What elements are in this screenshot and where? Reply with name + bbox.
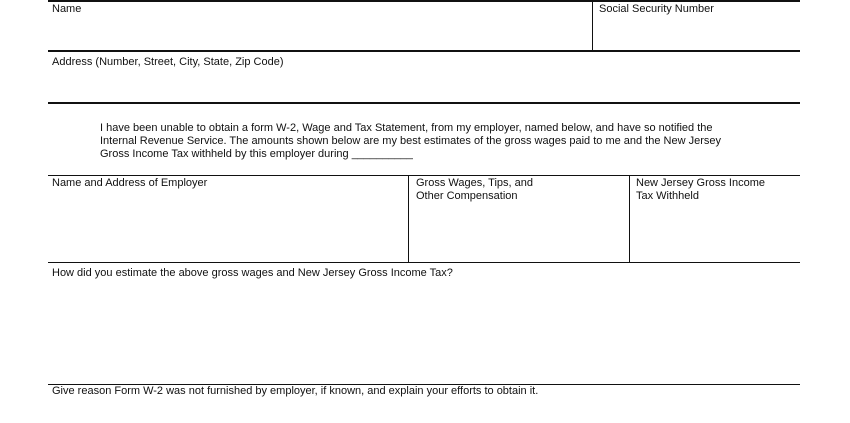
tax-year-field[interactable]	[370, 148, 434, 162]
statement-line-2: Internal Revenue Service. The amounts shown below are my best estimates of the gross wages paid to me and the New Jersey	[100, 135, 722, 147]
address-row-rule	[48, 102, 800, 104]
statement-line-1: I have been unable to obtain a form W-2, Wage and Tax Statement, from my employer, named below, and have so notified the	[100, 122, 713, 134]
estimate-explanation-field[interactable]	[48, 282, 800, 382]
reason-explanation-field[interactable]	[48, 399, 800, 423]
gross-wages-label-line-1: Gross Wages, Tips, and	[416, 177, 533, 189]
name-label: Name	[52, 3, 82, 15]
statement-line-3: Gross Income Tax withheld by this employer during __________	[100, 148, 413, 160]
nj-tax-label-line-1: New Jersey Gross Income	[636, 177, 765, 189]
address-label: Address (Number, Street, City, State, Zip Code)	[52, 56, 284, 68]
name-field[interactable]	[48, 2, 592, 50]
gross-wages-label-line-2: Other Compensation	[416, 190, 518, 202]
ssn-label: Social Security Number	[599, 3, 714, 15]
reason-question-label: Give reason Form W-2 was not furnished by employer, if known, and explain your efforts to obtain it.	[52, 385, 539, 397]
employer-table-bottom-rule	[48, 262, 800, 263]
nj-tax-label-line-2: Tax Withheld	[636, 190, 699, 202]
employer-label: Name and Address of Employer	[52, 177, 208, 189]
estimate-question-label: How did you estimate the above gross wages and New Jersey Gross Income Tax?	[52, 267, 453, 279]
